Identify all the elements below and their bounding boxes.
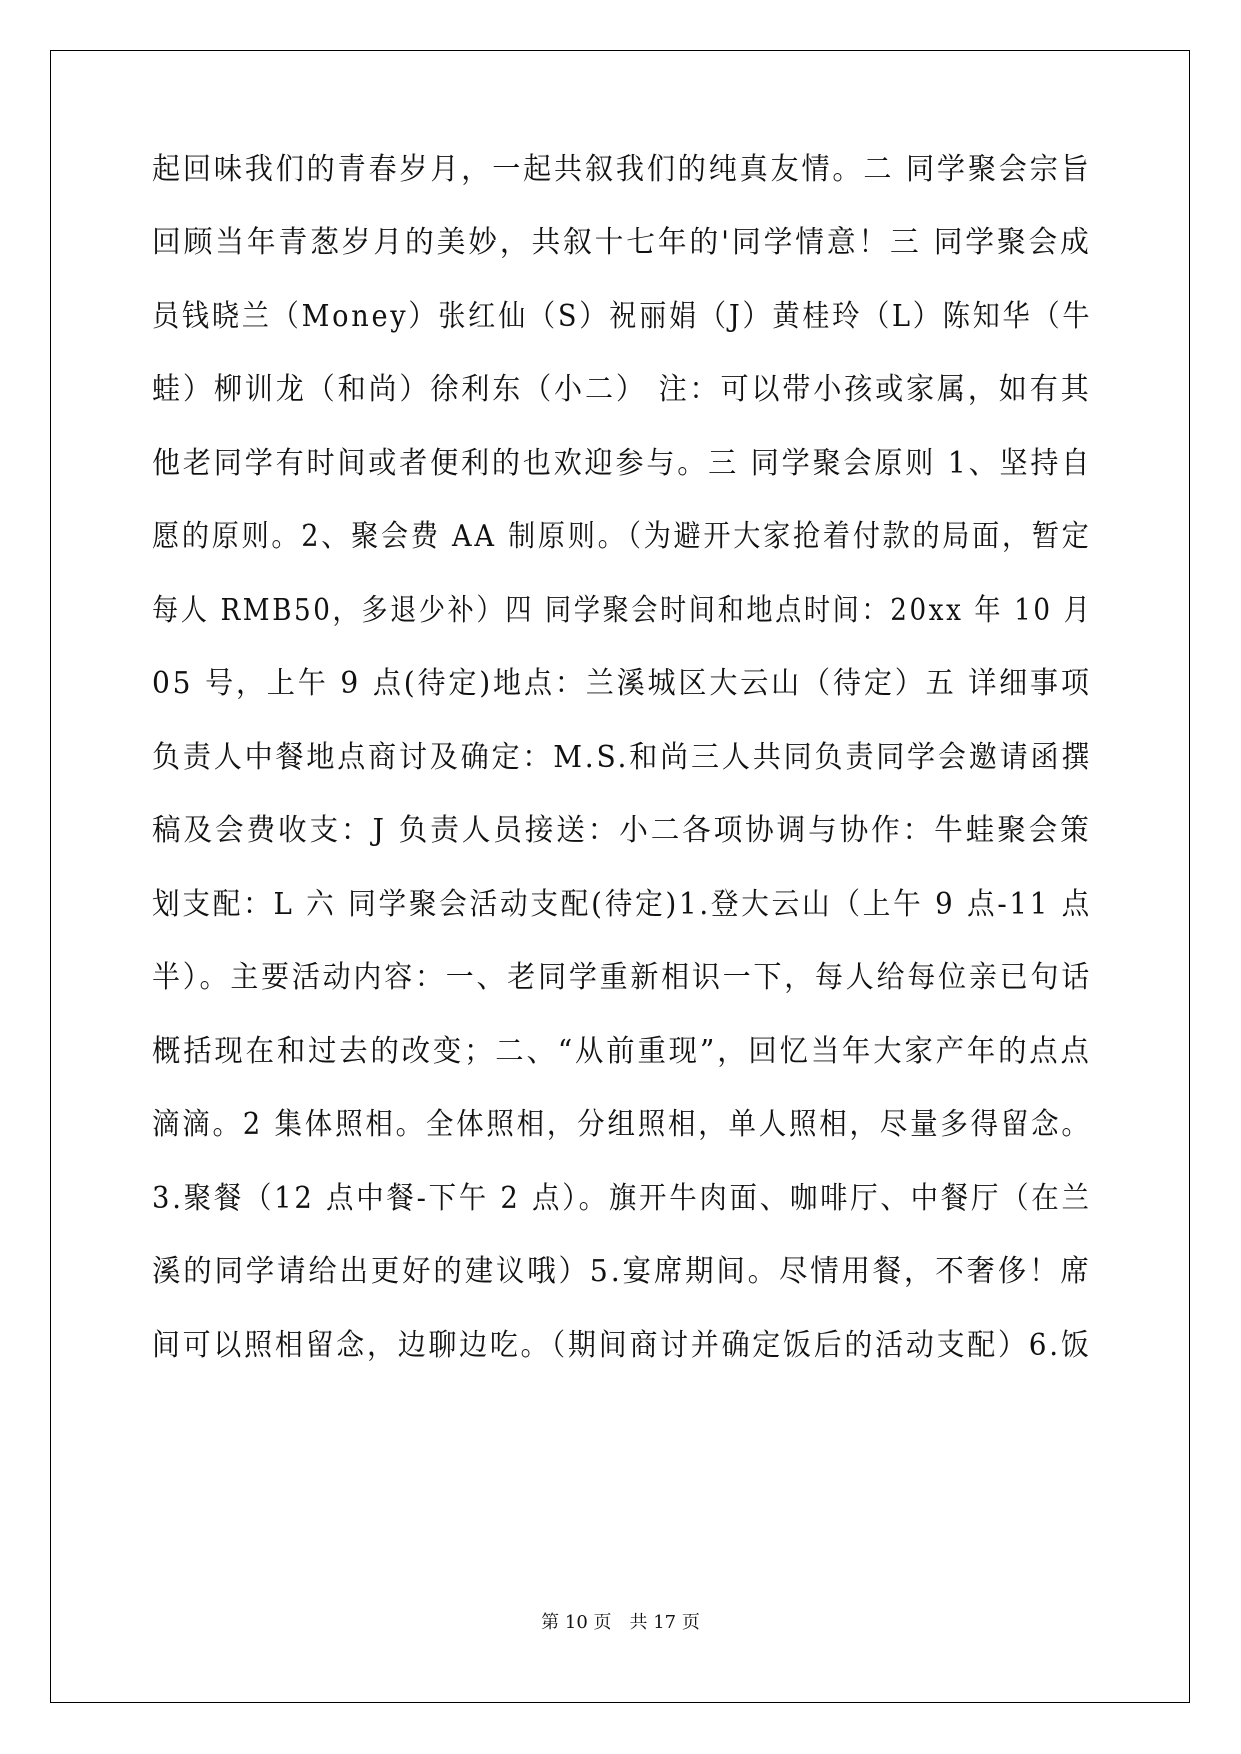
text-line: 半）。主要活动内容：一、老同学重新相识一下，每人给每位亲已句话 [152, 960, 1092, 995]
text-line: 3.聚餐（12 点中餐-下午 2 点）。旗开牛肉面、咖啡厅、中餐厅（在兰 [152, 1181, 1092, 1216]
text-line: 负责人中餐地点商讨及确定：M.S.和尚三人共同负责同学会邀请函撰 [152, 740, 1093, 775]
text-line: 起回味我们的青春岁月，一起共叙我们的纯真友情。二 同学聚会宗旨 [152, 152, 1092, 187]
text-line: 他老同学有时间或者便利的也欢迎参与。三 同学聚会原则 1、坚持自 [152, 446, 1093, 481]
text-line: 滴滴。2 集体照相。全体照相，分组照相，单人照相，尽量多得留念。 [152, 1107, 1092, 1142]
text-line: 蛙）柳训龙（和尚）徐利东（小二） 注：可以带小孩或家属，如有其 [152, 372, 1092, 407]
text-line: 05 号，上午 9 点(待定)地点：兰溪城区大云山（待定）五 详细事项 [152, 666, 1092, 701]
text-line: 愿的原则。2、聚会费 AA 制原则。（为避开大家抢着付款的局面，暂定 [152, 519, 1092, 554]
page-footer: 第 10 页 共 17 页 [541, 1612, 700, 1633]
text-line: 稿及会费收支：J 负责人员接送：小二各项协调与协作：牛蛙聚会策 [152, 813, 1092, 848]
text-line: 回顾当年青葱岁月的美妙，共叙十七年的'同学情意！三 同学聚会成 [152, 225, 1092, 260]
text-line: 概括现在和过去的改变；二、“从前重现”，回忆当年大家产年的点点 [152, 1034, 1092, 1069]
text-line: 每人 RMB50，多退少补）四 同学聚会时间和地点时间：20xx 年 10 月 [152, 593, 1093, 628]
text-line: 员钱晓兰（Money）张红仙（S）祝丽娟（J）黄桂玲（L）陈知华（牛 [152, 299, 1093, 334]
text-line: 划支配：L 六 同学聚会活动支配(待定)1.登大云山（上午 9 点-11 点 [152, 887, 1093, 922]
text-line: 溪的同学请给出更好的建议哦）5.宴席期间。尽情用餐，不奢侈！席 [152, 1254, 1092, 1289]
text-line: 间可以照相留念，边聊边吃。（期间商讨并确定饭后的活动支配）6.饭 [152, 1328, 1092, 1363]
